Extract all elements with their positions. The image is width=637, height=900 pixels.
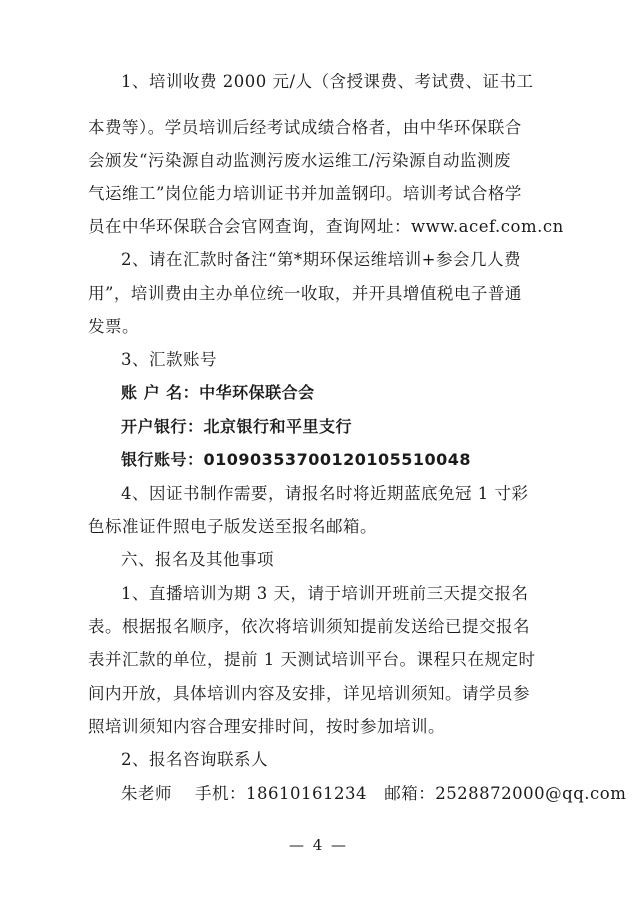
remit-note-line-2: 用”，培训费由主办单位统一收取，并开具增值税电子普通	[88, 284, 522, 303]
photo-note-line-2: 色标准证件照电子版发送至报名邮箱。	[88, 517, 377, 536]
account-name: 账 户 名：中华环保联合会	[121, 383, 315, 402]
training-line-1: 1、直播培训为期 3 天，请于培训开班前三天提交报名	[121, 584, 529, 603]
contact-heading: 2、报名咨询联系人	[121, 750, 268, 769]
contact-details: 朱老师 手机：18610161234 邮箱：2528872000@qq.com	[121, 784, 627, 803]
fee-line-4: 气运维工”岗位能力培训证书并加盖钢印。培训考试合格学	[88, 184, 522, 203]
account-bank: 开户银行：北京银行和平里支行	[121, 417, 353, 436]
fee-line-5: 员在中华环保联合会官网查询，查询网址：www.acef.com.cn	[88, 217, 564, 236]
training-line-5: 照培训须知内容合理安排时间，按时参加培训。	[88, 717, 445, 736]
page-number: — 4 —	[288, 836, 349, 854]
section-6-heading: 六、报名及其他事项	[121, 550, 274, 569]
training-line-2: 表。根据报名顺序，依次将培训须知提前发送给已提交报名	[88, 617, 530, 636]
photo-note-line-1: 4、因证书制作需要，请报名时将近期蓝底免冠 1 寸彩	[121, 484, 529, 503]
training-line-4: 间内开放，具体培训内容及安排，详见培训须知。请学员参	[88, 684, 530, 703]
fee-line-1: 1、培训收费 2000 元/人（含授课费、考试费、证书工	[121, 72, 534, 91]
remit-note-line-3: 发票。	[88, 317, 139, 336]
account-number: 银行账号：01090353700120105510048	[121, 450, 472, 469]
remit-account-heading: 3、汇款账号	[121, 350, 217, 369]
remit-note-line-1: 2、请在汇款时备注“第*期环保运维培训+参会几人费	[121, 250, 522, 269]
fee-line-2: 本费等）。学员培训后经考试成绩合格者，由中华环保联合	[88, 118, 522, 137]
fee-line-3: 会颁发“污染源自动监测污废水运维工/污染源自动监测废	[88, 151, 511, 170]
training-line-3: 表并汇款的单位，提前 1 天测试培训平台。课程只在规定时	[88, 650, 536, 669]
